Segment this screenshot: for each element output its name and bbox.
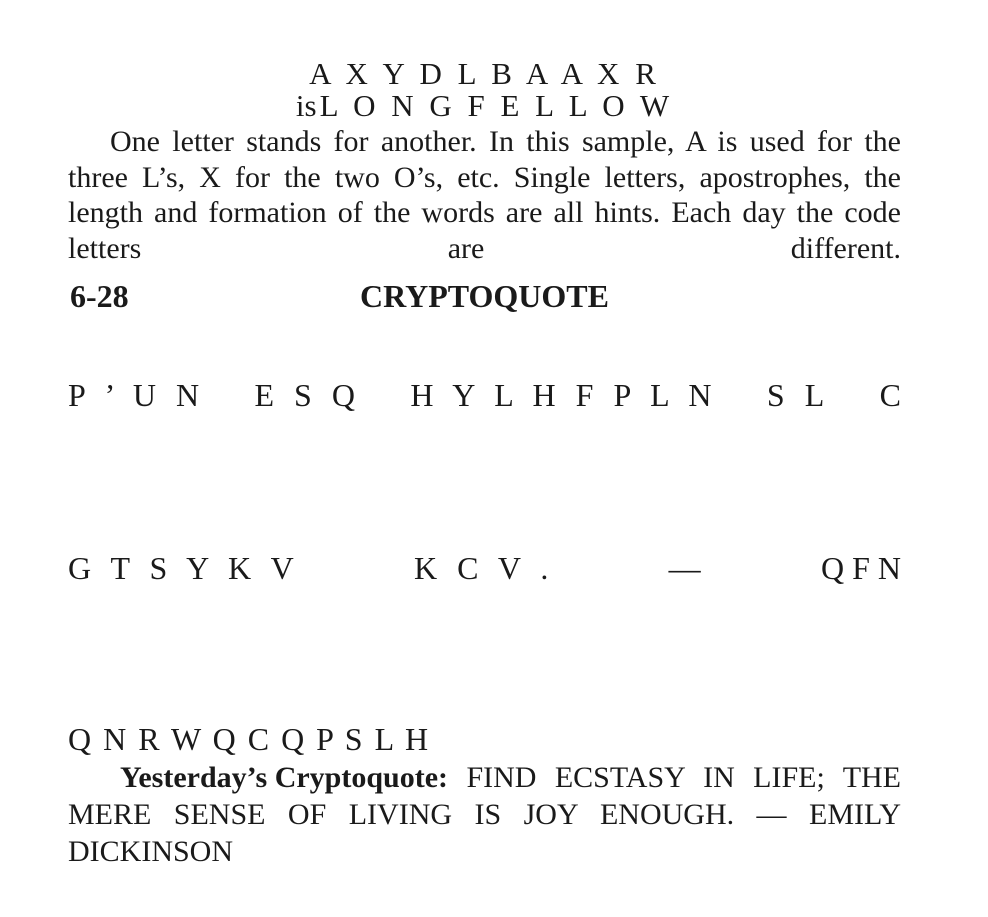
attribution-dash: — [668, 550, 707, 586]
puzzle-number: 6-28 [70, 278, 129, 314]
puzzle-title: CRYPTOQUOTE [360, 278, 609, 314]
code-word: H Y L H F P L N [410, 377, 718, 413]
code-word: Q N R W Q C Q P S L H [68, 721, 431, 757]
code-word: Q F N [820, 550, 901, 586]
code-word: S L [766, 377, 831, 413]
code-word: G T S Y K V [68, 550, 300, 586]
sample-code: A X Y D L B A A X R [309, 56, 660, 91]
answer-text: FIND ECSTASY IN LIFE; THE MERE SENSE OF LIVING IS JOY ENOUGH. — EMILY DICKINSON [68, 761, 902, 868]
code-line-3 [68, 721, 430, 757]
code-word: K C V . [413, 550, 555, 586]
puzzle-header [68, 274, 901, 318]
sample-is-word: is [295, 88, 317, 123]
code-word: E S Q [254, 377, 361, 413]
code-word: P ’ U N [68, 377, 206, 413]
cryptoquote-column [68, 56, 902, 868]
code-line-1 [68, 377, 901, 413]
sample-plain: L O N G F E L L O W [319, 88, 674, 123]
yesterday-answer [68, 759, 901, 870]
code-word: C [879, 377, 901, 413]
sample-block [68, 58, 901, 122]
instructions-paragraph: One letter stands for another. In this sample, A is used for the three L’s, X for the two O’s, etc. Single letters, apostrophes, the length and formation of the words are all hints. Each day the code letters are different. [68, 125, 901, 265]
answer-label: Yesterday’s Cryptoquote: [120, 761, 449, 794]
sample-plain-line [68, 90, 901, 122]
code-line-2 [68, 550, 901, 586]
